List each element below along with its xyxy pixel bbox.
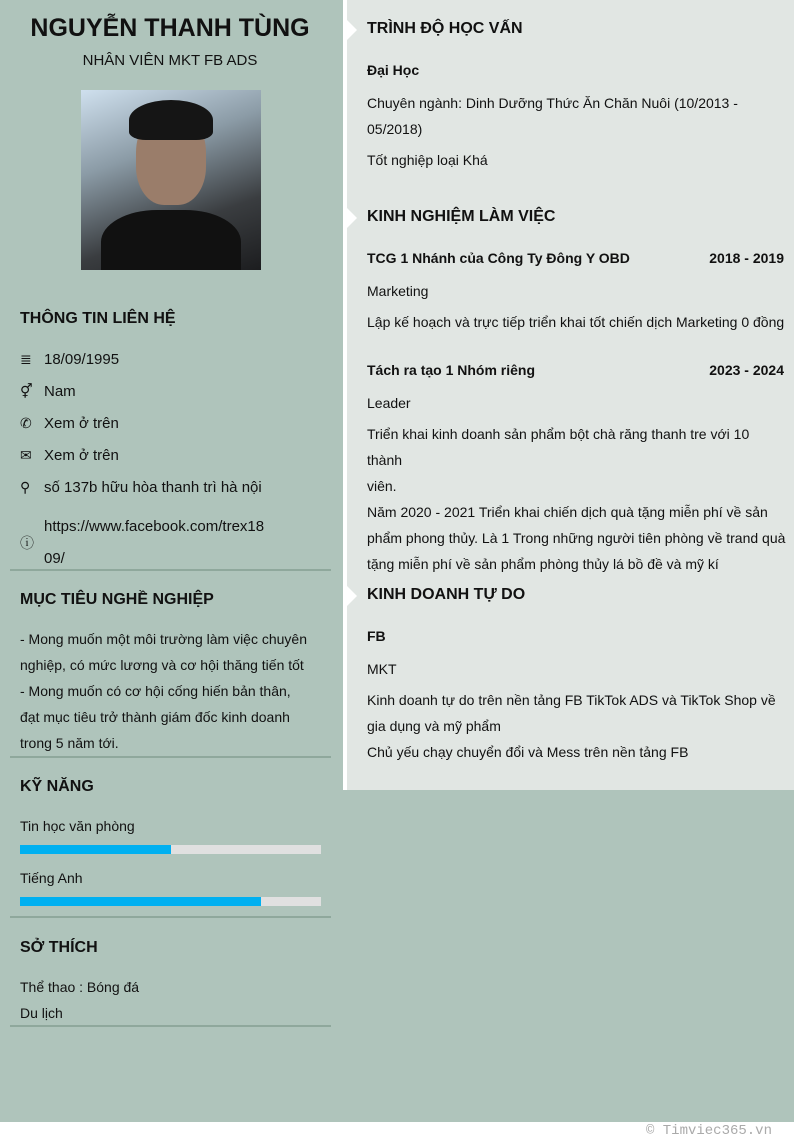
envelope-icon: ✉ <box>20 447 32 463</box>
education-heading: TRÌNH ĐỘ HỌC VẤN <box>367 20 523 37</box>
section-arrow-icon <box>343 16 357 44</box>
freelance-name: FB <box>367 628 386 644</box>
phone-icon: ✆ <box>20 415 32 431</box>
contact-website[interactable] <box>20 511 264 575</box>
contact-gender <box>20 383 76 400</box>
skill-bar-fill <box>20 845 171 854</box>
contact-email <box>20 447 119 464</box>
desc-line: tặng miễn phí về sản phẩm phòng thủy lá bồ đề và mỹ kí <box>367 556 719 572</box>
job-role: Leader <box>367 395 411 411</box>
gender-icon: ⚥ <box>20 383 33 399</box>
objective-heading: MỤC TIÊU NGHỀ NGHIỆP <box>20 591 214 608</box>
desc-line: Năm 2020 - 2021 Triển khai chiến dịch quà tặng miễn phí về sản <box>367 504 768 520</box>
desc-line: Chủ yếu chạy chuyển đổi và Mess trên nền tảng FB <box>367 744 689 760</box>
contact-phone <box>20 415 119 432</box>
divider <box>10 1025 331 1027</box>
hobby-item: Du lịch <box>20 1005 63 1021</box>
objective-text <box>20 626 307 756</box>
job-years: 2018 - 2019 <box>709 250 784 266</box>
desc-line: Kinh doanh tự do trên nền tảng FB TikTok ADS và TikTok Shop về <box>367 692 776 708</box>
copyright-watermark: © Timviec365.vn <box>645 1123 772 1139</box>
skill-label: Tiếng Anh <box>20 870 83 886</box>
objective-line: - Mong muốn có cơ hội cống hiến bản thân, <box>20 683 291 699</box>
divider <box>10 756 331 758</box>
objective-line: - Mong muốn một môi trường làm việc chuyên <box>20 631 307 647</box>
education-major <box>367 90 787 142</box>
major-line: Chuyên ngành: Dinh Dưỡng Thức Ăn Chăn Nuôi (10/2013 - <box>367 95 738 111</box>
birthday-cake-icon: ≣ <box>20 351 32 367</box>
job-years: 2023 - 2024 <box>709 362 784 378</box>
section-arrow-icon <box>343 204 357 232</box>
objective-line: trong 5 năm tới. <box>20 735 119 751</box>
address-text: số 137b hữu hòa thanh trì hà nội <box>44 479 262 496</box>
major-line: 05/2018) <box>367 121 423 137</box>
website-link[interactable]: https://www.facebook.com/trex18 <box>44 518 265 535</box>
divider <box>10 569 331 571</box>
freelance-heading: KINH DOANH TỰ DO <box>367 586 526 603</box>
job-company: TCG 1 Nhánh của Công Ty Đông Y OBD <box>367 250 630 266</box>
divider <box>10 916 331 918</box>
education-grade: Tốt nghiệp loại Khá <box>367 152 488 168</box>
main-panel <box>343 0 794 790</box>
job-role: Marketing <box>367 283 429 299</box>
phone-text: Xem ở trên <box>44 415 119 432</box>
skill-bar <box>20 897 321 906</box>
objective-line: đạt mục tiêu trở thành giám đốc kinh doanh <box>20 709 290 725</box>
skill-bar <box>20 845 321 854</box>
candidate-name: NGUYỄN THANH TÙNG <box>30 14 310 42</box>
profile-photo <box>81 90 261 270</box>
job-title: NHÂN VIÊN MKT FB ADS <box>82 52 258 69</box>
job-desc: Lập kế hoạch và trực tiếp triển khai tốt chiến dịch Marketing 0 đồng <box>367 314 785 330</box>
objective-line: nghiệp, có mức lương và cơ hội thăng tiến tốt <box>20 657 304 673</box>
birthday-text: 18/09/1995 <box>44 351 120 368</box>
skill-bar-fill <box>20 897 261 906</box>
website-link-cont[interactable]: 09/ <box>44 550 65 567</box>
skills-heading: KỸ NĂNG <box>20 778 94 795</box>
hobbies-list <box>20 974 139 1026</box>
gender-text: Nam <box>44 383 76 400</box>
skill-label: Tin học văn phòng <box>20 818 135 834</box>
contact-address <box>20 479 262 496</box>
experience-heading: KINH NGHIỆM LÀM VIỆC <box>367 208 556 225</box>
section-arrow-icon <box>343 582 357 610</box>
location-pin-icon: ⚲ <box>20 479 31 495</box>
info-circle-icon: ⓘ <box>20 535 34 551</box>
freelance-role: MKT <box>367 661 397 677</box>
desc-line: phẩm phong thủy. Là 1 Trong những người tiên phòng về trand quà <box>367 530 786 546</box>
contact-birthday <box>20 351 119 368</box>
hobbies-heading: SỞ THÍCH <box>20 939 98 956</box>
freelance-desc <box>367 687 787 765</box>
email-text: Xem ở trên <box>44 447 119 464</box>
contact-heading: THÔNG TIN LIÊN HỆ <box>20 310 176 327</box>
job-company: Tách ra tạo 1 Nhóm riêng <box>367 362 536 378</box>
desc-line: gia dụng và mỹ phẩm <box>367 718 501 734</box>
hobby-item: Thể thao : Bóng đá <box>20 979 140 995</box>
job-desc <box>367 421 787 577</box>
education-school: Đại Học <box>367 62 420 78</box>
desc-line: viên. <box>367 478 397 494</box>
desc-line: Triển khai kinh doanh sản phẩm bột chà răng thanh tre với 10 thành <box>367 426 750 468</box>
